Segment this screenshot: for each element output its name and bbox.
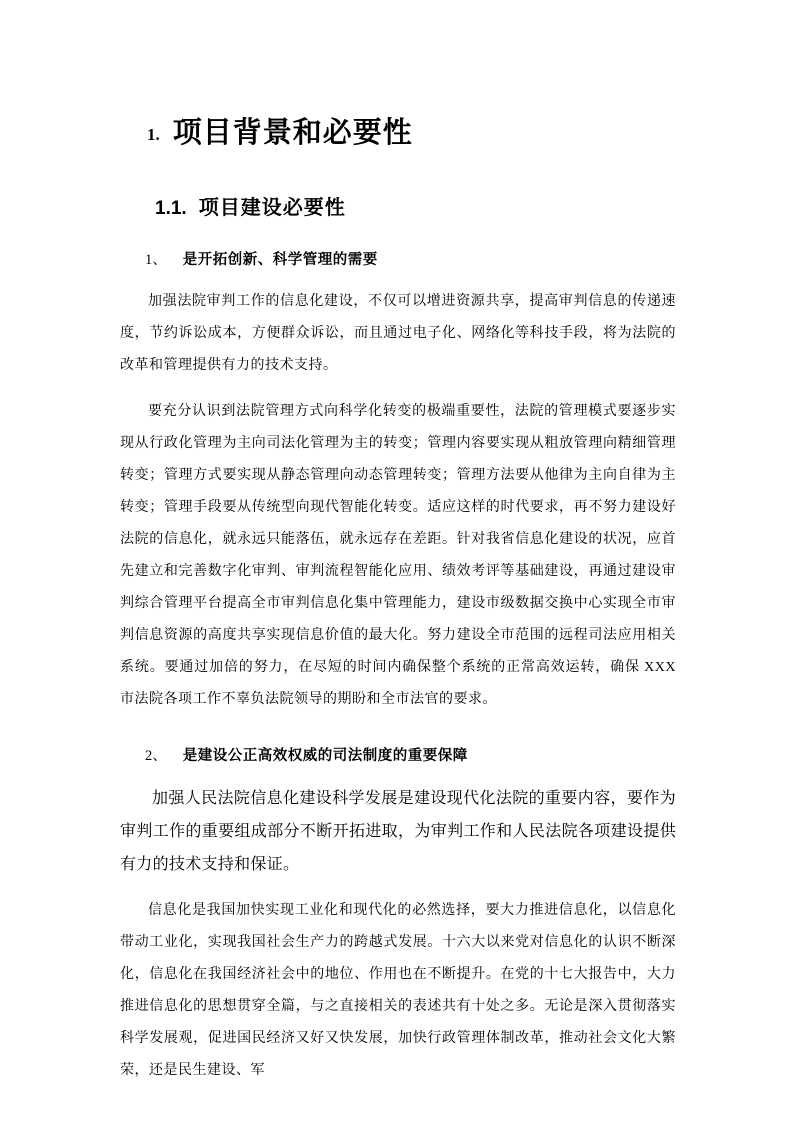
item-heading-1-number: 1、 bbox=[145, 252, 167, 268]
paragraph: 信息化是我国加快实现工业化和现代化的必然选择，要大力推进信息化，以信息化带动工业化，实现我国社会生产力的跨越式发展。十六大以来党对信息化的认识不断深化，信息化在我国经济社会中的地位、作用也在不断提升。在党的十七大报告中，大力推进信息化的思想贯穿全篇，与之直接相关的表述共有十处之多。无论是深入贯彻落实科学发展观，促进国民经济又好又快发展，加快行政管理体制改革，推动社会文化大繁荣，还是民生建设、军 bbox=[120, 903, 676, 1078]
heading-1-number: 1. bbox=[147, 125, 160, 144]
item-heading-2 bbox=[145, 746, 676, 766]
document-content bbox=[0, 110, 793, 1087]
paragraph: 加强人民法院信息化建设科学发展是建设现代化法院的重要内容，要作为审判工作的重要组成部分不断开拓进取，为审判工作和人民法院各项建设提供有力的技术支持和保证。 bbox=[120, 790, 676, 873]
heading-1-1 bbox=[155, 191, 676, 220]
heading-1-text: 项目背景和必要性 bbox=[172, 117, 413, 149]
paragraph: 加强法院审判工作的信息化建设，不仅可以增进资源共享，提高审判信息的传递速度，节约诉讼成本，方便群众诉讼，而且通过电子化、网络化等科技手段，将为法院的改革和管理提供有力的技术支持。 bbox=[120, 294, 676, 373]
paragraph: 要充分认识到法院管理方式向科学化转变的极端重要性，法院的管理模式要逐步实现从行政化管理为主向司法化管理为主的转变；管理内容要实现从粗放管理向精细管理转变；管理方式要实现从静态管理向动态管理转变；管理方法要从他律为主向自律为主转变；管理手段要从传统型向现代智能化转变。适应这样的时代要求，再不努力建设好法院的信息化，就永远只能落伍，就永远存在差距。针对我省信息化建设的状况，应首先建立和完善数字化审判、审判流程智能化应用、绩效考评等基础建设，再通过建设审判综合管理平台提高全市审判信息化集中管理能力，建设市级数据交换中心实现全市审判信息资源的高度共享实现信息价值的最大化。努力建设全市范围的远程司法应用相关系统。要通过加倍的努力，在尽短的时间内确保整个系统的正常高效运转，确保 XXX 市法院各项工作不辜负法院领导的期盼和全市法官的要求。 bbox=[120, 404, 676, 707]
heading-1-1-number: 1.1. bbox=[155, 198, 187, 219]
heading-1-1-text: 项目建设必要性 bbox=[198, 197, 346, 219]
item-heading-1 bbox=[145, 250, 676, 270]
item-heading-2-text: 是建设公正高效权威的司法制度的重要保障 bbox=[182, 748, 468, 764]
item-heading-1-text: 是开拓创新、科学管理的需要 bbox=[182, 252, 378, 268]
item-heading-2-number: 2、 bbox=[145, 748, 167, 764]
heading-1 bbox=[147, 110, 676, 151]
